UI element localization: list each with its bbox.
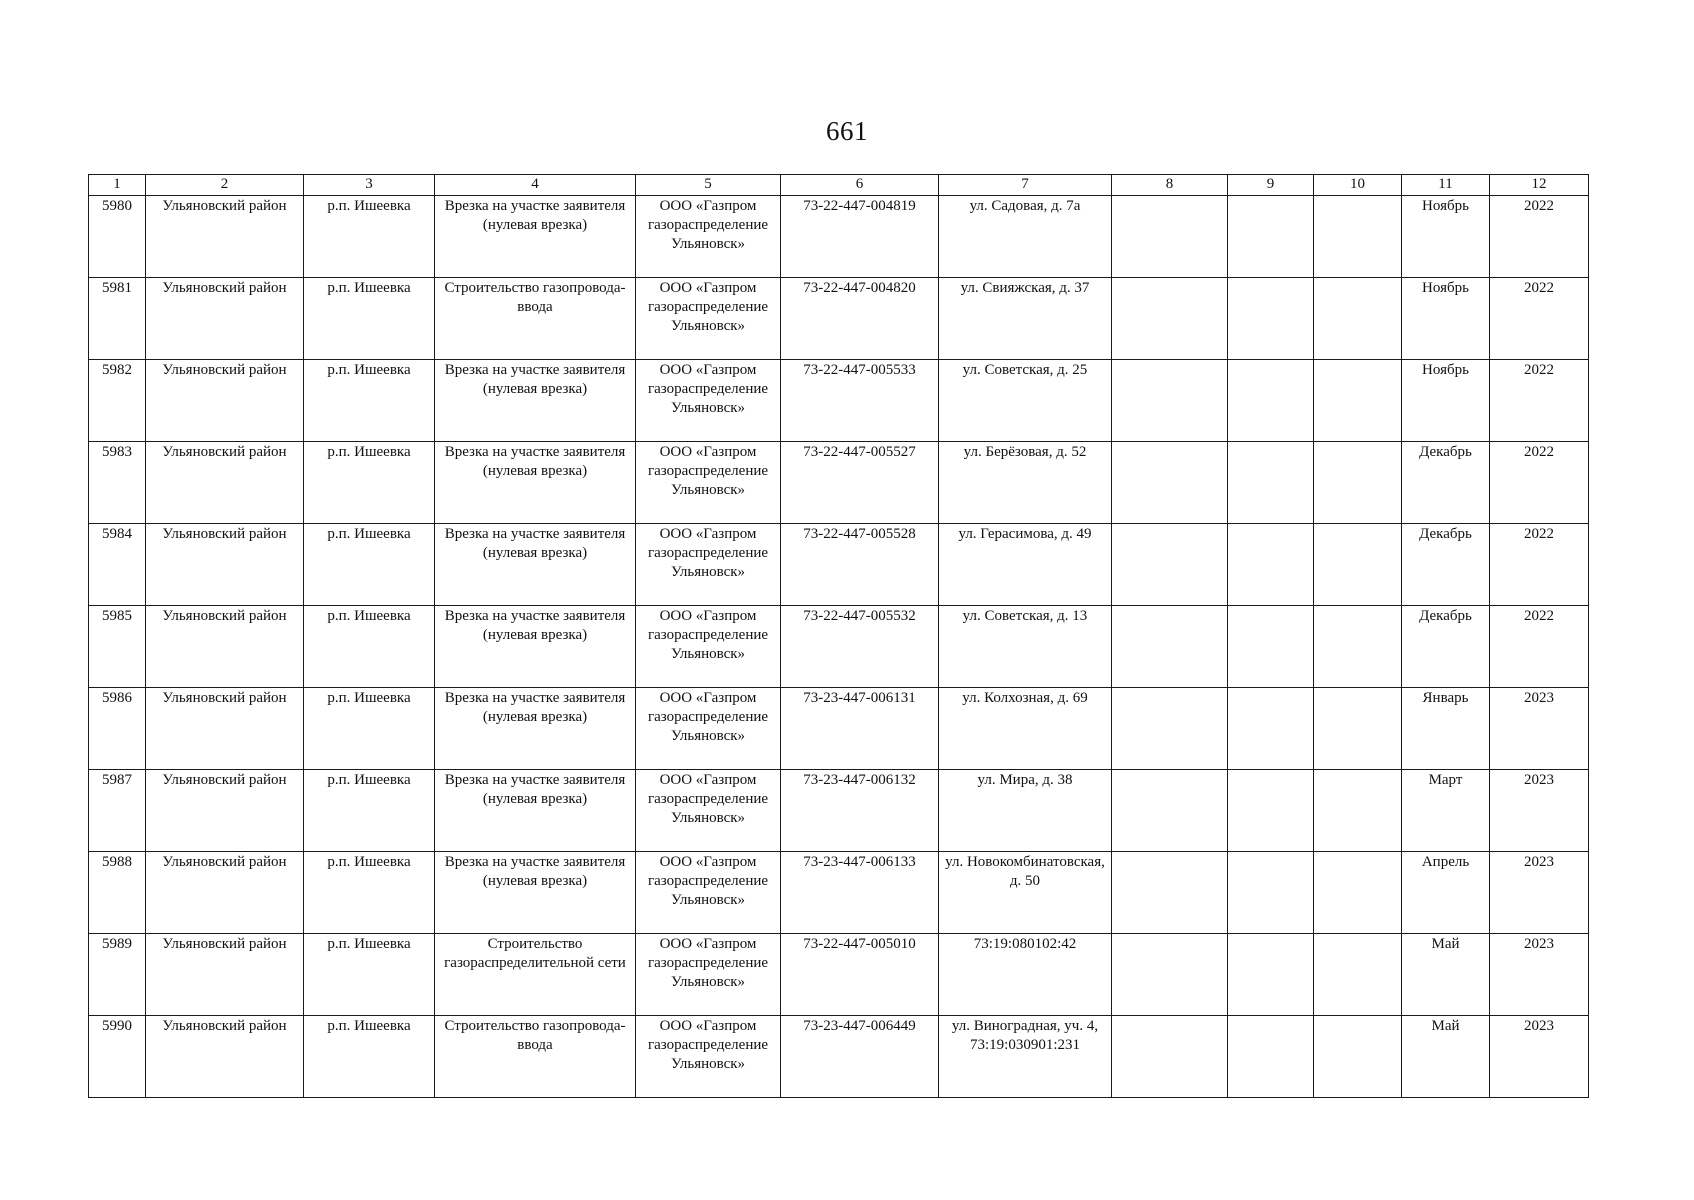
- column-header: 8: [1112, 175, 1228, 196]
- cell-number: 5986: [89, 688, 146, 770]
- cell-number: 5987: [89, 770, 146, 852]
- cell-settlement: р.п. Ишеевка: [304, 688, 435, 770]
- cell-col-9: [1228, 934, 1314, 1016]
- cell-organization: ООО «Газпром газораспределение Ульяновск»: [636, 688, 781, 770]
- cell-settlement: р.п. Ишеевка: [304, 524, 435, 606]
- cell-application-id: 73-22-447-005528: [781, 524, 939, 606]
- cell-address: ул. Колхозная, д. 69: [939, 688, 1112, 770]
- cell-district: Ульяновский район: [146, 442, 304, 524]
- cell-settlement: р.п. Ишеевка: [304, 934, 435, 1016]
- table-row: [89, 524, 1589, 606]
- cell-col-10: [1314, 278, 1402, 360]
- cell-settlement: р.п. Ишеевка: [304, 1016, 435, 1098]
- cell-address: ул. Советская, д. 13: [939, 606, 1112, 688]
- cell-month: Март: [1402, 770, 1490, 852]
- table-row: [89, 278, 1589, 360]
- cell-organization: ООО «Газпром газораспределение Ульяновск»: [636, 278, 781, 360]
- cell-col-10: [1314, 770, 1402, 852]
- cell-organization: ООО «Газпром газораспределение Ульяновск»: [636, 524, 781, 606]
- cell-application-id: 73-23-447-006449: [781, 1016, 939, 1098]
- column-header: 2: [146, 175, 304, 196]
- cell-col-10: [1314, 524, 1402, 606]
- cell-col-10: [1314, 1016, 1402, 1098]
- cell-col-8: [1112, 852, 1228, 934]
- column-header: 12: [1490, 175, 1589, 196]
- cell-col-8: [1112, 688, 1228, 770]
- cell-district: Ульяновский район: [146, 360, 304, 442]
- cell-application-id: 73-22-447-004820: [781, 278, 939, 360]
- table-row: [89, 606, 1589, 688]
- cell-col-9: [1228, 1016, 1314, 1098]
- cell-year: 2022: [1490, 442, 1589, 524]
- cell-address: ул. Виноградная, уч. 4, 73:19:030901:231: [939, 1016, 1112, 1098]
- cell-month: Декабрь: [1402, 442, 1490, 524]
- cell-organization: ООО «Газпром газораспределение Ульяновск»: [636, 196, 781, 278]
- cell-work-type: Врезка на участке заявителя (нулевая врезка): [435, 770, 636, 852]
- cell-organization: ООО «Газпром газораспределение Ульяновск»: [636, 770, 781, 852]
- table-row: [89, 852, 1589, 934]
- cell-col-10: [1314, 442, 1402, 524]
- cell-application-id: 73-22-447-005533: [781, 360, 939, 442]
- cell-month: Декабрь: [1402, 606, 1490, 688]
- cell-application-id: 73-23-447-006132: [781, 770, 939, 852]
- cell-settlement: р.п. Ишеевка: [304, 196, 435, 278]
- cell-work-type: Строительство газопровода-ввода: [435, 278, 636, 360]
- cell-address: ул. Герасимова, д. 49: [939, 524, 1112, 606]
- cell-organization: ООО «Газпром газораспределение Ульяновск»: [636, 442, 781, 524]
- cell-application-id: 73-22-447-005010: [781, 934, 939, 1016]
- cell-application-id: 73-23-447-006131: [781, 688, 939, 770]
- cell-work-type: Строительство газопровода-ввода: [435, 1016, 636, 1098]
- page-number: 661: [826, 116, 868, 146]
- cell-organization: ООО «Газпром газораспределение Ульяновск»: [636, 934, 781, 1016]
- cell-col-10: [1314, 606, 1402, 688]
- cell-month: Май: [1402, 934, 1490, 1016]
- column-header: 3: [304, 175, 435, 196]
- cell-district: Ульяновский район: [146, 770, 304, 852]
- cell-month: Январь: [1402, 688, 1490, 770]
- cell-year: 2022: [1490, 606, 1589, 688]
- cell-number: 5984: [89, 524, 146, 606]
- cell-month: Май: [1402, 1016, 1490, 1098]
- cell-month: Ноябрь: [1402, 278, 1490, 360]
- cell-district: Ульяновский район: [146, 196, 304, 278]
- cell-col-9: [1228, 442, 1314, 524]
- table-row: [89, 360, 1589, 442]
- cell-application-id: 73-22-447-005527: [781, 442, 939, 524]
- table-row: [89, 442, 1589, 524]
- cell-work-type: Врезка на участке заявителя (нулевая врезка): [435, 442, 636, 524]
- cell-col-9: [1228, 524, 1314, 606]
- cell-district: Ульяновский район: [146, 852, 304, 934]
- cell-number: 5989: [89, 934, 146, 1016]
- cell-district: Ульяновский район: [146, 278, 304, 360]
- cell-district: Ульяновский район: [146, 606, 304, 688]
- cell-number: 5985: [89, 606, 146, 688]
- cell-settlement: р.п. Ишеевка: [304, 442, 435, 524]
- cell-col-9: [1228, 196, 1314, 278]
- cell-col-8: [1112, 770, 1228, 852]
- column-header: 6: [781, 175, 939, 196]
- table-row: [89, 934, 1589, 1016]
- cell-col-8: [1112, 524, 1228, 606]
- cell-col-10: [1314, 934, 1402, 1016]
- cell-settlement: р.п. Ишеевка: [304, 770, 435, 852]
- cell-col-9: [1228, 852, 1314, 934]
- cell-number: 5980: [89, 196, 146, 278]
- cell-col-9: [1228, 278, 1314, 360]
- cell-settlement: р.п. Ишеевка: [304, 278, 435, 360]
- cell-work-type: Врезка на участке заявителя (нулевая врезка): [435, 606, 636, 688]
- cell-application-id: 73-23-447-006133: [781, 852, 939, 934]
- column-header: 1: [89, 175, 146, 196]
- cell-district: Ульяновский район: [146, 524, 304, 606]
- column-header: 11: [1402, 175, 1490, 196]
- cell-year: 2022: [1490, 524, 1589, 606]
- cell-year: 2023: [1490, 1016, 1589, 1098]
- cell-address: ул. Новокомбинатовская, д. 50: [939, 852, 1112, 934]
- cell-address: ул. Садовая, д. 7а: [939, 196, 1112, 278]
- cell-col-8: [1112, 934, 1228, 1016]
- cell-year: 2023: [1490, 852, 1589, 934]
- cell-settlement: р.п. Ишеевка: [304, 360, 435, 442]
- table-row: [89, 688, 1589, 770]
- column-header: 5: [636, 175, 781, 196]
- header-row: [89, 175, 1589, 196]
- cell-organization: ООО «Газпром газораспределение Ульяновск»: [636, 1016, 781, 1098]
- cell-number: 5982: [89, 360, 146, 442]
- cell-number: 5983: [89, 442, 146, 524]
- cell-col-9: [1228, 770, 1314, 852]
- cell-col-8: [1112, 196, 1228, 278]
- cell-year: 2023: [1490, 688, 1589, 770]
- cell-organization: ООО «Газпром газораспределение Ульяновск»: [636, 606, 781, 688]
- cell-address: 73:19:080102:42: [939, 934, 1112, 1016]
- cell-address: ул. Мира, д. 38: [939, 770, 1112, 852]
- cell-number: 5981: [89, 278, 146, 360]
- cell-organization: ООО «Газпром газораспределение Ульяновск»: [636, 360, 781, 442]
- cell-address: ул. Советская, д. 25: [939, 360, 1112, 442]
- cell-col-9: [1228, 360, 1314, 442]
- cell-district: Ульяновский район: [146, 1016, 304, 1098]
- column-header: 10: [1314, 175, 1402, 196]
- table-row: [89, 770, 1589, 852]
- cell-number: 5988: [89, 852, 146, 934]
- cell-year: 2022: [1490, 278, 1589, 360]
- cell-year: 2023: [1490, 770, 1589, 852]
- cell-month: Апрель: [1402, 852, 1490, 934]
- cell-col-10: [1314, 196, 1402, 278]
- cell-year: 2023: [1490, 934, 1589, 1016]
- cell-district: Ульяновский район: [146, 688, 304, 770]
- cell-month: Ноябрь: [1402, 196, 1490, 278]
- cell-col-9: [1228, 606, 1314, 688]
- column-header: 9: [1228, 175, 1314, 196]
- cell-work-type: Врезка на участке заявителя (нулевая врезка): [435, 360, 636, 442]
- cell-work-type: Врезка на участке заявителя (нулевая врезка): [435, 196, 636, 278]
- cell-col-8: [1112, 442, 1228, 524]
- column-header: 7: [939, 175, 1112, 196]
- cell-col-8: [1112, 278, 1228, 360]
- cell-col-10: [1314, 360, 1402, 442]
- cell-col-8: [1112, 1016, 1228, 1098]
- cell-month: Декабрь: [1402, 524, 1490, 606]
- cell-col-8: [1112, 606, 1228, 688]
- column-header: 4: [435, 175, 636, 196]
- table-row: [89, 1016, 1589, 1098]
- cell-work-type: Врезка на участке заявителя (нулевая врезка): [435, 524, 636, 606]
- cell-col-10: [1314, 688, 1402, 770]
- cell-col-8: [1112, 360, 1228, 442]
- cell-address: ул. Берёзовая, д. 52: [939, 442, 1112, 524]
- cell-col-9: [1228, 688, 1314, 770]
- register-table: [88, 174, 1589, 1098]
- cell-application-id: 73-22-447-004819: [781, 196, 939, 278]
- cell-number: 5990: [89, 1016, 146, 1098]
- cell-work-type: Врезка на участке заявителя (нулевая врезка): [435, 852, 636, 934]
- cell-settlement: р.п. Ишеевка: [304, 606, 435, 688]
- cell-year: 2022: [1490, 196, 1589, 278]
- cell-application-id: 73-22-447-005532: [781, 606, 939, 688]
- cell-settlement: р.п. Ишеевка: [304, 852, 435, 934]
- cell-month: Ноябрь: [1402, 360, 1490, 442]
- cell-work-type: Врезка на участке заявителя (нулевая врезка): [435, 688, 636, 770]
- cell-col-10: [1314, 852, 1402, 934]
- cell-organization: ООО «Газпром газораспределение Ульяновск»: [636, 852, 781, 934]
- cell-year: 2022: [1490, 360, 1589, 442]
- cell-district: Ульяновский район: [146, 934, 304, 1016]
- cell-work-type: Строительство газораспределительной сети: [435, 934, 636, 1016]
- table-row: [89, 196, 1589, 278]
- cell-address: ул. Свияжская, д. 37: [939, 278, 1112, 360]
